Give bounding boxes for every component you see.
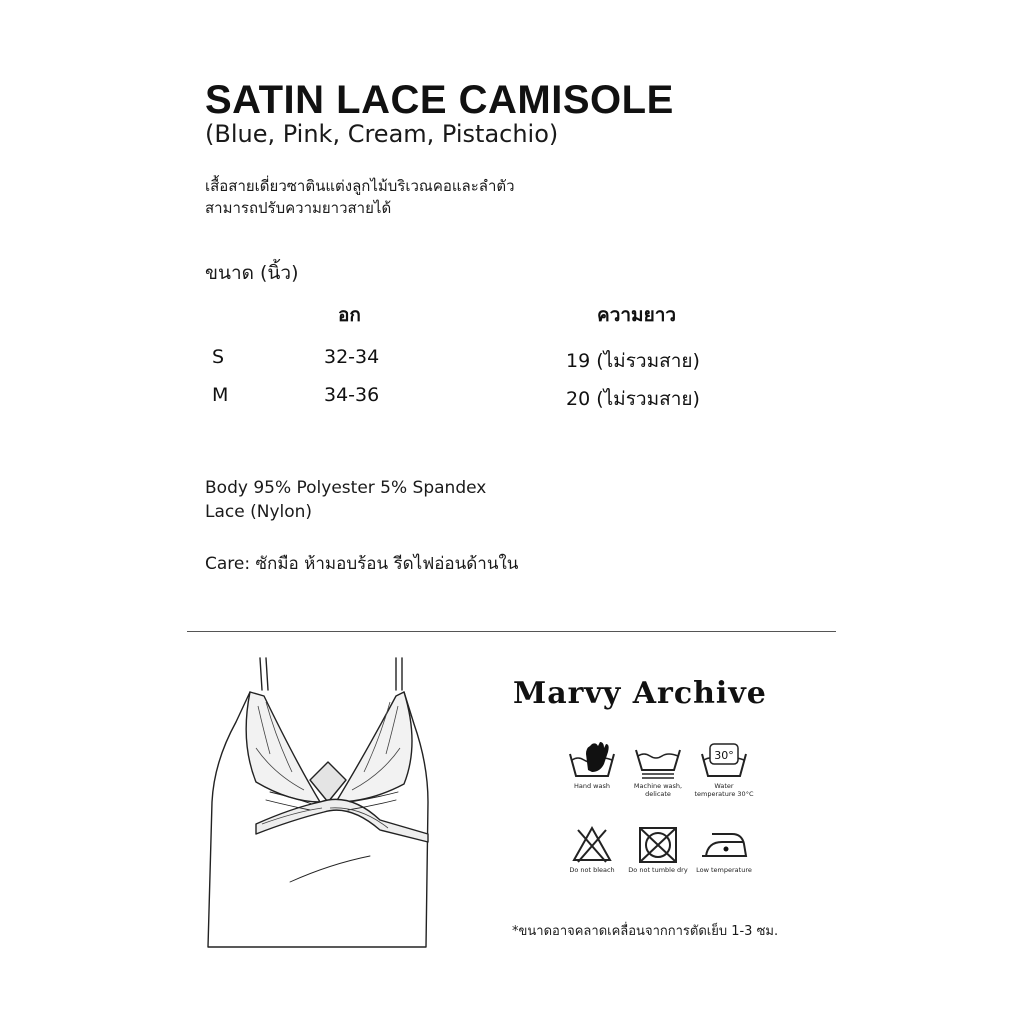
care-symbol [694, 824, 754, 874]
size-tolerance-note: *ขนาดอาจคลาดเคลื่อนจากการตัดเย็บ 1-3 ซม. [512, 924, 779, 939]
do-not-tumble-dry-icon [632, 824, 684, 864]
care-label: Machine wash, delicate [633, 782, 683, 798]
care-symbol [628, 740, 688, 798]
do-not-bleach-icon [566, 824, 618, 864]
product-colors: (Blue, Pink, Cream, Pistachio) [205, 120, 559, 148]
size-label: M [212, 384, 229, 406]
temperature-badge: 30° [714, 749, 734, 762]
care-label: Water temperature 30°C [694, 782, 754, 798]
water-temperature-icon [698, 740, 750, 780]
care-label: Hand wash [574, 782, 610, 790]
care-symbol [694, 740, 754, 798]
care-symbol [562, 740, 622, 790]
description-line: เสื้อสายเดี่ยวซาตินแต่งลูกไม้บริเวณคอและลำตัว [205, 177, 515, 195]
length-column-header: ความยาว [597, 304, 677, 326]
section-divider [187, 631, 836, 632]
care-label: Low temperature [696, 866, 752, 874]
care-instructions: Care: ซักมือ ห้ามอบร้อน รีดไฟอ่อนด้านใน [205, 554, 519, 574]
care-symbol [562, 824, 622, 874]
chest-column-header: อก [338, 304, 361, 326]
product-description [205, 175, 515, 219]
care-label: Do not bleach [569, 866, 615, 874]
chest-value: 32-34 [324, 346, 380, 368]
lace-material: Lace (Nylon) [205, 502, 313, 522]
material-info [205, 476, 486, 524]
chest-value: 34-36 [324, 384, 380, 406]
body-material: Body 95% Polyester 5% Spandex [205, 478, 487, 498]
size-row [0, 384, 1024, 414]
product-title: SATIN LACE CAMISOLE [205, 78, 674, 122]
care-symbol [628, 824, 688, 874]
size-label: S [212, 346, 225, 368]
care-label: Do not tumble dry [628, 866, 688, 874]
hand-wash-icon [566, 740, 618, 780]
care-symbols [562, 740, 762, 890]
camisole-illustration [200, 652, 450, 957]
length-value: 20 (ไม่รวมสาย) [566, 388, 700, 410]
machine-wash-delicate-icon [632, 740, 684, 780]
size-row [0, 346, 1024, 376]
low-temperature-iron-icon [698, 824, 750, 864]
description-line: สามารถปรับความยาวสายได้ [205, 199, 392, 217]
brand-logo: Marvy Archive [513, 676, 767, 711]
length-value: 19 (ไม่รวมสาย) [566, 350, 700, 372]
size-table-heading: ขนาด (นิ้ว) [205, 262, 299, 284]
